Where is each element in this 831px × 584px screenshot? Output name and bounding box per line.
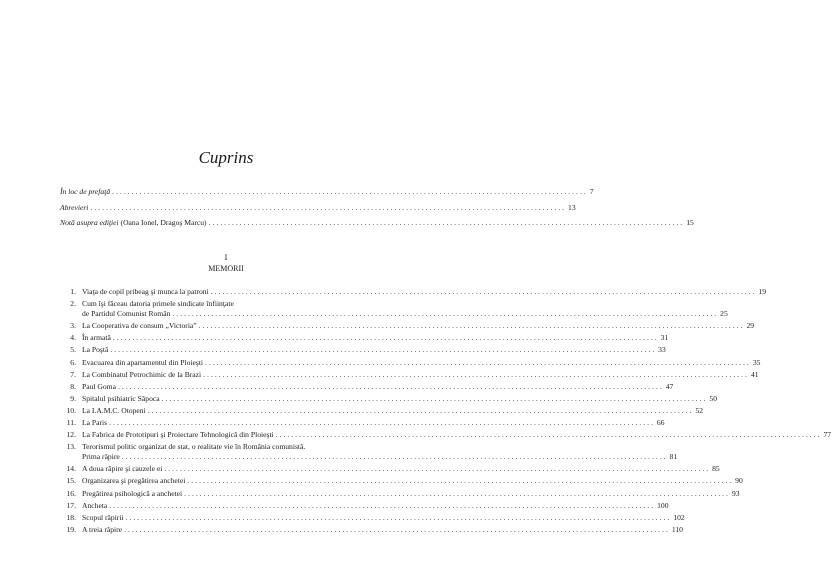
toc-entry-label-continued: Prima răpire xyxy=(82,452,120,462)
toc-entry[interactable] xyxy=(60,357,761,368)
toc-page-number: 19 xyxy=(758,287,767,296)
toc-entry[interactable] xyxy=(60,488,740,499)
toc-entry-label: La Cooperativa de consum „Victoria” xyxy=(82,321,197,331)
toc-page-number: 110 xyxy=(671,524,683,534)
toc-entry[interactable] xyxy=(60,512,685,523)
dot-leader: ............................................................................................................................................ xyxy=(275,430,822,440)
toc-entry-text xyxy=(60,370,201,380)
toc-page-number: 66 xyxy=(656,418,665,427)
toc-entry-label: Evacuarea din apartamentul din Ploieşti xyxy=(82,357,204,367)
toc-entry[interactable] xyxy=(60,524,683,535)
page-title: Cuprins xyxy=(198,148,254,167)
toc-entry-label: A doua răpire şi cauzele ei xyxy=(82,464,163,474)
toc-page-number: 77 xyxy=(823,430,831,440)
toc-entry-number: 17. xyxy=(66,500,76,510)
toc-entry-label: Abrevieri xyxy=(60,203,89,212)
toc-entry-label-continued: de Partidul Comunist Român xyxy=(82,309,171,319)
toc-front-entry[interactable] xyxy=(60,218,694,228)
toc-page-number: 85 xyxy=(712,464,720,474)
toc-entry[interactable] xyxy=(60,369,759,380)
toc-entry-number: 12. xyxy=(66,430,76,440)
toc-entry-number: 1. xyxy=(70,287,76,296)
toc-entry-number: 5. xyxy=(70,345,76,355)
toc-entry-number: 3. xyxy=(70,321,76,331)
toc-entry-label: Ancheta xyxy=(82,500,108,510)
toc-entry-text xyxy=(60,406,146,416)
toc-entry-label xyxy=(60,218,207,228)
toc-entry-text xyxy=(60,489,182,499)
toc-entry-text xyxy=(60,321,197,331)
toc-page-number: 25 xyxy=(720,309,728,319)
toc-entry-label: La I.A.M.C. Otopeni xyxy=(82,405,146,415)
toc-entry-text xyxy=(60,333,111,343)
toc-page-number: 93 xyxy=(731,488,740,498)
toc-entry-text xyxy=(60,430,274,440)
toc-entry-text xyxy=(60,525,122,535)
toc-page-number: 33 xyxy=(658,345,666,355)
toc-page-number: 29 xyxy=(746,321,755,331)
toc-entry-label: La Fabrica de Prototipuri şi Proiectare Tehnologică din Ploieşti xyxy=(82,430,274,440)
toc-entry-text xyxy=(60,501,107,511)
toc-entry-text xyxy=(60,382,116,392)
dot-leader: ............................................................................................................................................ xyxy=(112,333,659,343)
toc-entry-number: 6. xyxy=(70,357,76,367)
toc-page-number: 90 xyxy=(735,476,743,486)
dot-leader: ............................................................................................................................................ xyxy=(184,488,730,498)
toc-entry[interactable] xyxy=(60,381,674,392)
toc-entry[interactable] xyxy=(60,309,728,319)
toc-entry-number: 10. xyxy=(66,405,76,415)
toc-entry-text xyxy=(60,418,107,428)
dot-leader: ............................................................................................................................................ xyxy=(164,464,711,474)
toc-entry-text xyxy=(60,358,203,368)
toc-entry-number: 16. xyxy=(66,488,76,498)
toc-entry-label: La Poştă xyxy=(82,345,109,355)
toc-page-number: 81 xyxy=(669,452,678,462)
toc-entry-text xyxy=(60,287,209,297)
dot-leader: ............................................................................................................................................ xyxy=(109,500,656,510)
toc-entry-text xyxy=(60,513,124,523)
toc-page-number: 102 xyxy=(673,512,685,522)
dot-leader: ............................................................................................................................................ xyxy=(124,524,670,534)
dot-leader: .......................................................................................................................... xyxy=(208,218,685,227)
toc-entry-label: Organizarea şi pregătirea anchetei xyxy=(82,476,186,486)
dot-leader: ............................................................................................................................................ xyxy=(109,418,655,427)
toc-entry[interactable] xyxy=(60,418,665,428)
toc-entry[interactable] xyxy=(60,321,755,331)
dot-leader: ............................................................................................................................................ xyxy=(147,405,694,415)
toc-entry-label: La Paris xyxy=(82,418,108,427)
toc-entry-text xyxy=(60,394,160,404)
toc-entry-label-italic: Notă asupra ediţiei xyxy=(60,218,119,227)
toc-entry[interactable] xyxy=(60,345,666,355)
toc-page-number: 15 xyxy=(686,218,694,227)
toc-entry[interactable] xyxy=(60,500,669,511)
toc-entry-label: Viaţa de copil pribeag şi munca la patroni xyxy=(82,287,209,296)
dot-leader: .......................................................................................................................... xyxy=(112,187,588,196)
toc-entry[interactable] xyxy=(60,405,704,416)
dot-leader: ............................................................................................................................................ xyxy=(205,357,751,367)
toc-entry-label: La Combinatul Petrochimic de la Brazi xyxy=(82,369,202,379)
section-numeral: I xyxy=(224,253,228,262)
toc-page-number: 13 xyxy=(568,203,576,212)
toc-page-number: 100 xyxy=(657,500,669,510)
dot-leader: ............................................................................................................................................ xyxy=(117,381,664,391)
toc-page-number: 35 xyxy=(752,357,761,367)
toc-entry-number: 13. xyxy=(66,442,76,452)
toc-entry-number: 14. xyxy=(66,464,76,474)
toc-entry-label: În armată xyxy=(82,333,111,343)
toc-entry-label: Cum îşi făceau datoria primele sindicate înfiinţate xyxy=(82,299,234,309)
toc-entry-first-line[interactable] xyxy=(60,442,305,452)
section-title: MEMORII xyxy=(208,264,244,273)
dot-leader: ............................................................................................................................................ xyxy=(203,369,749,379)
dot-leader: ............................................................................................................................................ xyxy=(198,321,745,331)
dot-leader: ............................................................................................................................................ xyxy=(172,309,719,319)
toc-page-number: 41 xyxy=(750,369,759,379)
toc-entry[interactable] xyxy=(60,333,669,343)
toc-entry-number: 8. xyxy=(70,381,76,391)
toc-entry-label: Spitalul psihiatric Săpoca xyxy=(82,393,160,403)
toc-entry-number: 4. xyxy=(70,333,76,343)
toc-entry-number: 15. xyxy=(66,476,76,486)
dot-leader: ............................................................................................................................................ xyxy=(121,452,668,462)
toc-entry-number: 9. xyxy=(70,393,76,403)
toc-entry-label: Pregătirea psihologică a anchetei xyxy=(82,488,183,498)
toc-page-number: 7 xyxy=(589,187,594,196)
toc-entry[interactable] xyxy=(60,287,767,297)
toc-entry[interactable] xyxy=(60,464,720,474)
toc-page-number: 31 xyxy=(660,333,669,343)
toc-entry[interactable] xyxy=(60,393,717,404)
toc-entry-label: În loc de prefaţă xyxy=(60,187,111,196)
dot-leader: ............................................................................................................................................ xyxy=(125,512,672,522)
toc-entry-label: A treia răpire xyxy=(82,524,123,534)
toc-entry-number: 2. xyxy=(70,299,76,309)
toc-entry-number: 18. xyxy=(66,512,76,522)
toc-entry-number: 19. xyxy=(66,524,76,534)
toc-entry-first-line[interactable] xyxy=(60,299,234,309)
toc-entry[interactable] xyxy=(60,476,743,486)
toc-page-number: 52 xyxy=(695,405,704,415)
dot-leader: ............................................................................................................................................ xyxy=(187,476,734,486)
dot-leader: ............................................................................................................................................ xyxy=(110,345,657,355)
dot-leader: .......................................................................................................................... xyxy=(90,203,567,212)
toc-front-entry[interactable] xyxy=(60,187,594,197)
toc-entry-number: 11. xyxy=(66,418,76,427)
toc-front-entry[interactable] xyxy=(60,203,576,213)
dot-leader: ............................................................................................................................................ xyxy=(161,393,708,403)
toc-entry-label: Paul Goma xyxy=(82,381,116,391)
toc-entry-label: Terorismul politic organizat de stat, o realitate vie în România comunistă. xyxy=(82,442,306,452)
toc-entry-label-rest: (Oana Ionel, Dragoş Marcu) xyxy=(120,218,207,227)
toc-entry-label: Scopul răpirii xyxy=(82,512,124,522)
toc-entry-text xyxy=(60,476,185,486)
toc-entry-text xyxy=(60,345,108,355)
toc-entry[interactable] xyxy=(60,430,831,440)
toc-page-number: 47 xyxy=(665,381,674,391)
toc-entry-text xyxy=(60,464,162,474)
toc-entry-number: 7. xyxy=(70,369,76,379)
toc-page-number: 50 xyxy=(709,393,717,403)
toc-entry[interactable] xyxy=(60,452,678,462)
dot-leader: ............................................................................................................................................ xyxy=(210,287,757,296)
